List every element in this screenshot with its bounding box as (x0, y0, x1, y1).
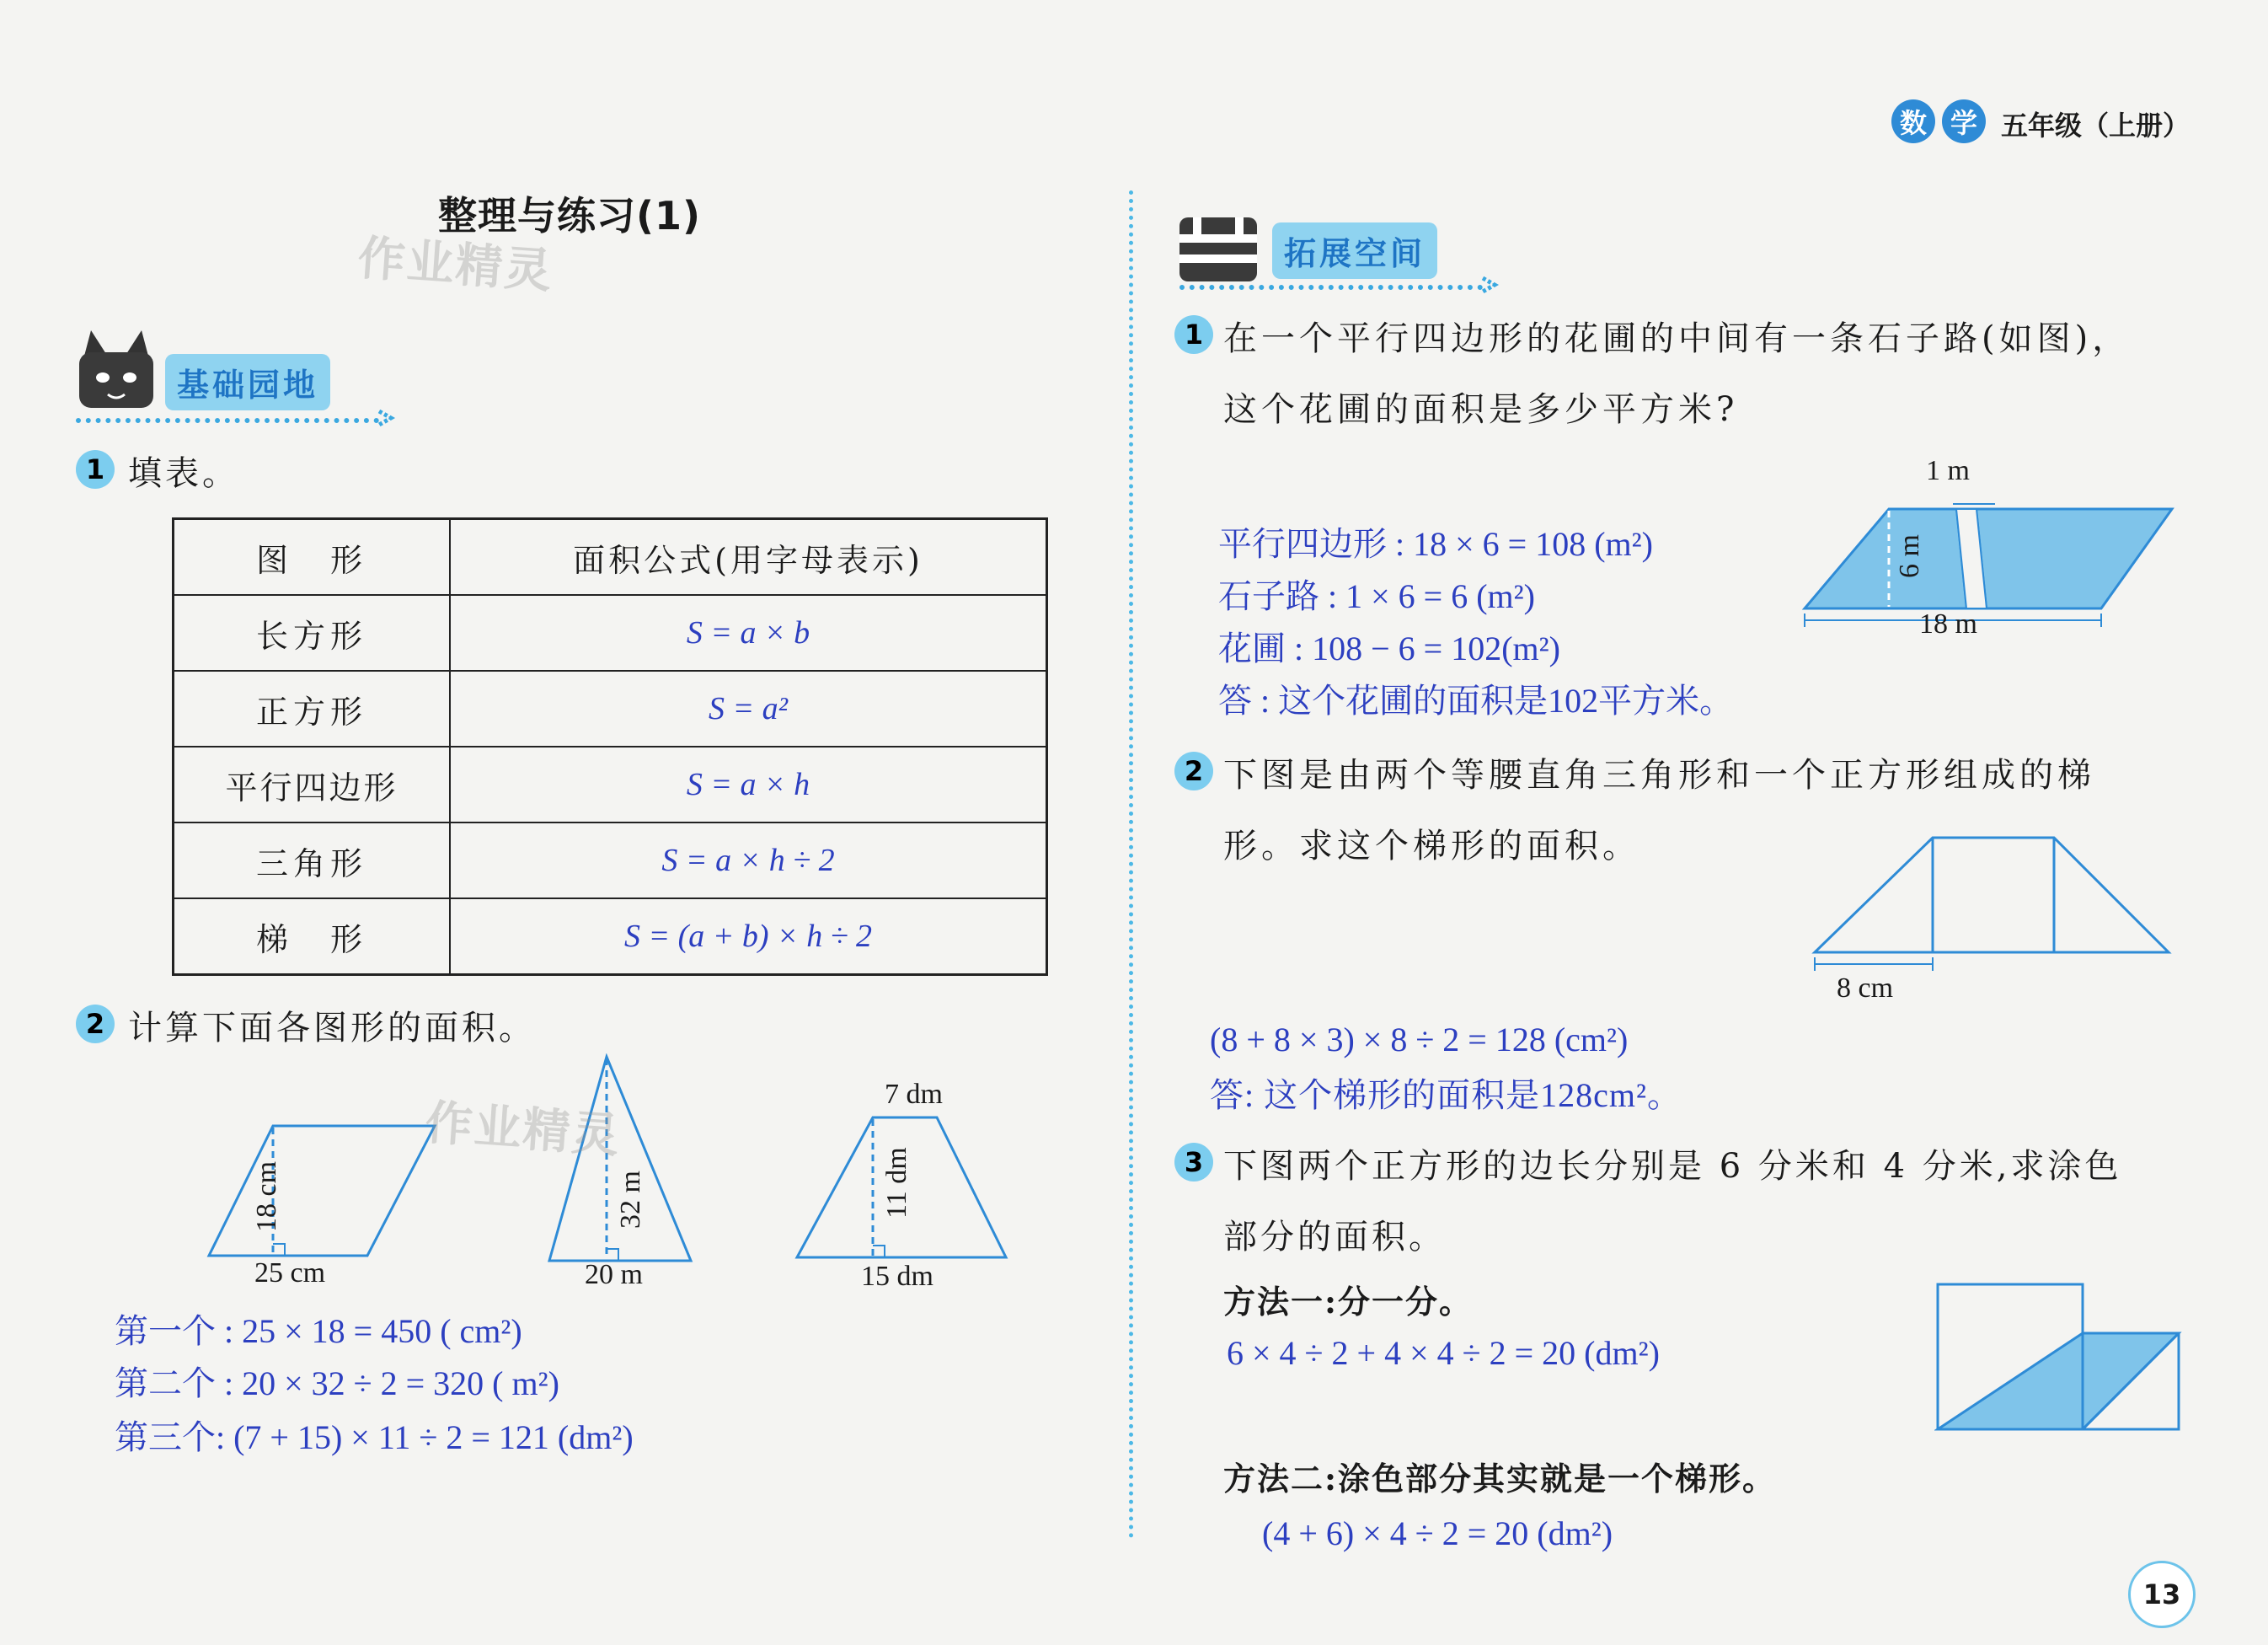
table-header-row (174, 519, 1047, 596)
ext-q1-answer-4: 答 : 这个花圃的面积是102平方米。 (1218, 682, 1734, 720)
table-row (174, 898, 1047, 975)
subject-badge-1 (1891, 99, 1935, 143)
fig1-base-label: 25 cm (254, 1257, 326, 1289)
table-cell-formula: S = a × h (450, 747, 1047, 822)
table-cell-shape: 梯 形 (174, 898, 451, 975)
arrow-right-icon (376, 408, 396, 428)
ext-q3-method2: 方法二:涂色部分其实就是一个梯形。 (1223, 1460, 1777, 1498)
section-banner-basic: 基础园地 (165, 354, 330, 410)
fig3-top-label: 7 dm (885, 1079, 943, 1110)
badge-2-text: 学 (1950, 107, 1977, 139)
banner-dotline-extend (1179, 285, 1483, 290)
table-row (174, 822, 1047, 898)
ext-q2-line2: 形。求这个梯形的面积。 (1223, 827, 1640, 865)
table-row (174, 747, 1047, 822)
two-squares-figure (1934, 1281, 2182, 1436)
ext-q1-answer-3: 花圃 : 108 − 6 = 102(m²) (1218, 630, 1560, 667)
question-2-text: 计算下面各图形的面积。 (128, 1009, 536, 1048)
table-row (174, 595, 1047, 671)
banner-dotline-basic (76, 418, 379, 423)
question-number-2: 2 (76, 1005, 115, 1043)
badge-1-text: 数 (1899, 107, 1927, 139)
ext-question-number-3: 3 (1174, 1143, 1213, 1182)
table-header-shape: 图 形 (174, 519, 451, 596)
subject-badge-2 (1942, 99, 1986, 143)
ext-q1-line1: 在一个平行四边形的花圃的中间有一条石子路(如图)， (1223, 319, 2131, 358)
fig2-height-label: 32 m (615, 1171, 646, 1229)
arrow-right-icon (1479, 275, 1500, 295)
grade-label: 五年级（上册） (2001, 110, 2190, 142)
zebra-mascot-icon (1176, 214, 1260, 285)
fig3-base-label: 15 dm (861, 1261, 933, 1292)
table-cell-shape: 正方形 (174, 671, 451, 747)
ext-q1-line2: 这个花圃的面积是多少平方米? (1223, 390, 1739, 429)
q2-answer-1: 第一个 : 25 × 18 = 450 ( cm²) (115, 1312, 522, 1350)
table-row (174, 671, 1047, 747)
ext-q2-line1: 下图是由两个等腰直角三角形和一个正方形组成的梯 (1223, 756, 2095, 795)
fig2-base-label: 20 m (585, 1259, 643, 1290)
table-cell-formula: S = a × b (450, 595, 1047, 671)
section-banner-extend: 拓展空间 (1272, 222, 1437, 279)
ext-q3-line1: 下图两个正方形的边长分别是 6 分米和 4 分米,求涂色 (1223, 1147, 2122, 1186)
cat-mascot-icon (74, 329, 158, 413)
table-cell-shape: 平行四边形 (174, 747, 451, 822)
watermark-mid: 作业精灵 (423, 1095, 623, 1165)
table-cell-formula: S = a × h ÷ 2 (450, 822, 1047, 898)
ext-question-number-1: 1 (1174, 315, 1213, 354)
parallelogram-figure (202, 1121, 447, 1264)
page-divider (1129, 190, 1133, 1539)
garden-parallelogram-figure (1801, 497, 2180, 632)
q2-answer-2: 第二个 : 20 × 32 ÷ 2 = 320 ( m²) (115, 1364, 559, 1402)
ext-fig2-base-label: 8 cm (1837, 973, 1894, 1004)
ext-q1-answer-2: 石子路 : 1 × 6 = 6 (m²) (1218, 577, 1535, 615)
ext-q2-answer-2: 答: 这个梯形的面积是128cm²。 (1210, 1076, 1682, 1114)
table-cell-shape: 三角形 (174, 822, 451, 898)
ext-question-number-2: 2 (1174, 752, 1213, 790)
ext-q3-method1-answer: 6 × 4 ÷ 2 + 4 × 4 ÷ 2 = 20 (dm²) (1227, 1334, 1660, 1372)
ext-q3-method1: 方法一:分一分。 (1223, 1283, 1474, 1321)
ext-fig1-path-label: 1 m (1926, 455, 1970, 486)
question-1-text: 填表。 (128, 454, 239, 493)
fig3-height-label: 11 dm (881, 1147, 912, 1219)
fig1-height-label: 18 cm (251, 1160, 282, 1232)
table-cell-formula: S = a² (450, 671, 1047, 747)
table-cell-formula: S = (a + b) × h ÷ 2 (450, 898, 1047, 975)
q2-answer-3: 第三个: (7 + 15) × 11 ÷ 2 = 121 (dm²) (115, 1418, 634, 1456)
table-cell-shape: 长方形 (174, 595, 451, 671)
ext-fig1-base-label: 18 m (1919, 608, 1977, 640)
ext-fig1-height-label: 6 m (1894, 534, 1925, 578)
watermark-top: 作业精灵 (356, 230, 555, 300)
page-title: 整理与练习(1) (438, 193, 702, 238)
formula-table (172, 517, 1048, 976)
ext-q3-method2-answer: (4 + 6) × 4 ÷ 2 = 20 (dm²) (1262, 1514, 1613, 1552)
ext-q3-line2: 部分的面积。 (1223, 1218, 1446, 1257)
question-number-1: 1 (76, 450, 115, 489)
ext-q2-answer-1: (8 + 8 × 3) × 8 ÷ 2 = 128 (cm²) (1210, 1021, 1629, 1058)
trapezoid-composite-figure (1811, 834, 2174, 978)
table-header-formula: 面积公式(用字母表示) (450, 519, 1047, 596)
ext-q1-answer-1: 平行四边形 : 18 × 6 = 108 (m²) (1218, 525, 1653, 563)
page-number: 13 (2128, 1561, 2196, 1628)
